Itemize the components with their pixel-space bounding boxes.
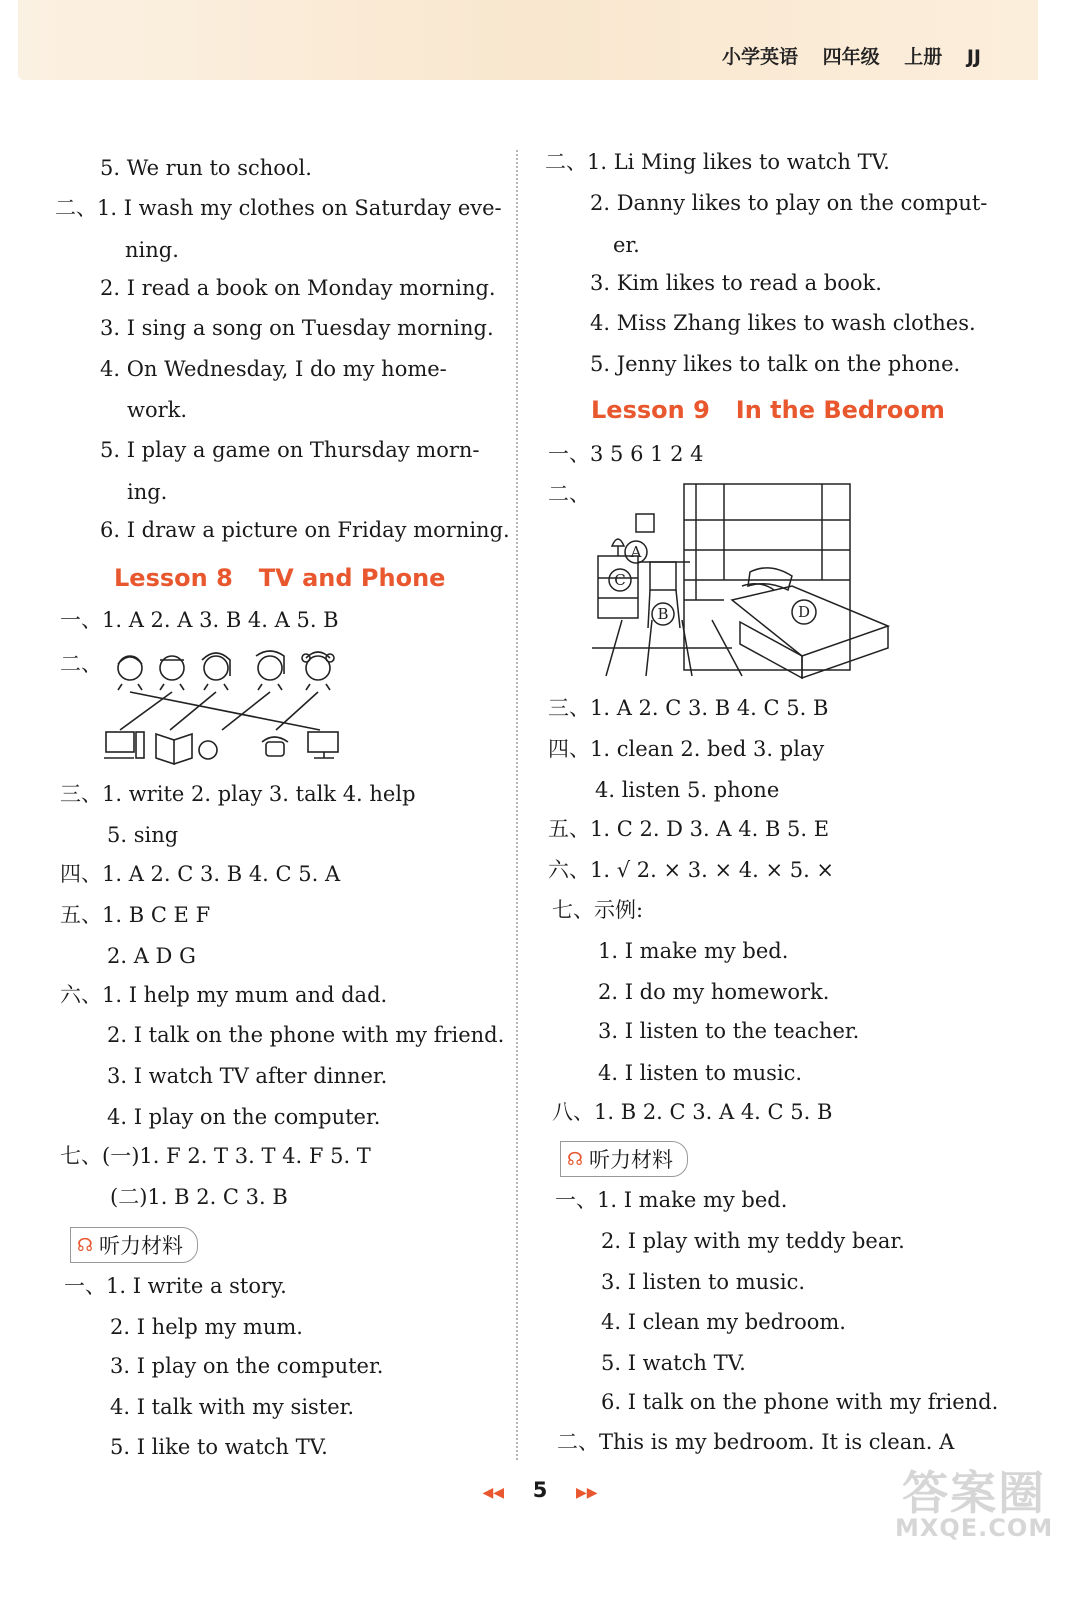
- answer-line: 4. listen 5. phone: [595, 778, 780, 802]
- answer-line: 四、1. A 2. C 3. B 4. C 5. A: [60, 862, 341, 886]
- answer-line: 1. I make my bed.: [598, 939, 789, 963]
- watermark: [895, 1466, 1054, 1542]
- person-face-icon: [202, 653, 230, 690]
- person-face-icon: [256, 651, 284, 690]
- answer-line: 七、(一)1. F 2. T 3. T 4. F 5. T: [60, 1144, 371, 1168]
- answer-line: (二)1. B 2. C 3. B: [110, 1185, 288, 1209]
- answer-line: 八、1. B 2. C 3. A 4. C 5. B: [552, 1100, 833, 1124]
- lesson-title: TV and Phone: [258, 564, 446, 592]
- picture-label: D: [797, 603, 811, 621]
- answer-line: 五、1. C 2. D 3. A 4. B 5. E: [548, 817, 830, 841]
- answer-line: 二、1. Li Ming likes to watch TV.: [545, 150, 890, 174]
- floor-lines: [592, 620, 742, 676]
- lesson-number: Lesson 9: [591, 396, 710, 424]
- answer-line: ning.: [125, 238, 179, 262]
- person-face-icon: [118, 656, 142, 690]
- lesson-title: In the Bedroom: [735, 396, 945, 424]
- answer-line: 3. Kim likes to read a book.: [590, 271, 882, 295]
- match-line: [276, 692, 318, 730]
- answer-line: 6. I draw a picture on Friday morning.: [100, 518, 510, 542]
- headphones-icon: ☊: [77, 1234, 93, 1256]
- answer-line: 4. Miss Zhang likes to wash clothes.: [590, 311, 976, 335]
- answer-line: 4. On Wednesday, I do my home-: [100, 357, 447, 381]
- answer-line: 5. sing: [107, 823, 179, 847]
- book-on-shelf: [636, 514, 654, 532]
- answer-line: 3. I sing a song on Tuesday morning.: [100, 316, 494, 340]
- answer-line: 2. I read a book on Monday morning.: [100, 276, 496, 300]
- answer-line: 3. I listen to the teacher.: [598, 1019, 860, 1043]
- answer-line: 5. Jenny likes to talk on the phone.: [590, 352, 961, 376]
- answer-line: 4. I listen to music.: [598, 1061, 803, 1085]
- picture-label: B: [657, 605, 669, 623]
- answer-line: 四、1. clean 2. bed 3. play: [548, 737, 825, 761]
- column-divider: [516, 150, 518, 1460]
- answer-line: 2. I help my mum.: [110, 1315, 303, 1339]
- answer-line: 3. I listen to music.: [601, 1270, 806, 1294]
- headphones-icon: ☊: [567, 1148, 583, 1170]
- answer-line: 二、1. I wash my clothes on Saturday eve-: [55, 196, 502, 220]
- listening-material-tag: [560, 1141, 688, 1177]
- picture-label: C: [614, 571, 626, 589]
- answer-line: 五、1. B C E F: [60, 903, 211, 927]
- person-face-icon: [160, 656, 184, 690]
- answer-line: 6. I talk on the phone with my friend.: [601, 1390, 999, 1414]
- tag-label: 听力材料: [589, 1148, 673, 1172]
- answer-line: 三、1. A 2. C 3. B 4. C 5. B: [548, 696, 829, 720]
- person-face-icon: [302, 652, 334, 690]
- answer-line: 5. I watch TV.: [601, 1351, 746, 1375]
- answer-line: 七、示例:: [552, 898, 644, 922]
- listening-material-tag: [70, 1227, 198, 1263]
- bedroom-illustration: [592, 480, 892, 680]
- answer-line: 三、1. write 2. play 3. talk 4. help: [60, 782, 416, 806]
- watermark-logo: 答案圈: [902, 1466, 1047, 1520]
- telephone-icon: [262, 737, 288, 756]
- match-line: [170, 692, 216, 730]
- computer-icon: [104, 732, 144, 758]
- edition-label: JJ: [966, 46, 981, 68]
- lesson-number: Lesson 8: [114, 564, 233, 592]
- answer-line: 2. A D G: [107, 944, 196, 968]
- answer-line: 3. I watch TV after dinner.: [107, 1064, 388, 1088]
- match-line: [222, 692, 270, 730]
- answer-line: ing.: [127, 480, 168, 504]
- watermark-url: MXQE.COM: [895, 1514, 1054, 1542]
- picture-label: A: [630, 543, 642, 561]
- matching-illustration: [100, 646, 350, 770]
- subject-label: 小学英语: [721, 46, 798, 68]
- next-arrow-icon: ▶▶: [576, 1485, 598, 1501]
- match-line: [120, 692, 172, 730]
- answer-line: 一、1. A 2. A 3. B 4. A 5. B: [60, 608, 339, 632]
- answer-line: 六、1. √ 2. × 3. × 4. × 5. ×: [548, 858, 835, 882]
- answer-line: 二、This is my bedroom. It is clean. A: [557, 1430, 955, 1454]
- answer-line: 六、1. I help my mum and dad.: [60, 983, 388, 1007]
- wardrobe-shelves: [684, 484, 850, 670]
- answer-line: 2. I play with my teddy bear.: [601, 1229, 905, 1253]
- match-line: [130, 692, 320, 730]
- book-icon: [156, 734, 217, 764]
- volume-label: 上册: [904, 46, 943, 68]
- answer-line: 一、1. I write a story.: [64, 1274, 287, 1298]
- answer-line: 5. I like to watch TV.: [110, 1435, 328, 1459]
- answer-line: 4. I talk with my sister.: [110, 1395, 355, 1419]
- answer-line: 5. I play a game on Thursday morn-: [100, 438, 480, 462]
- answer-line: 4. I play on the computer.: [107, 1105, 381, 1129]
- answer-line: 2. I do my homework.: [598, 980, 830, 1004]
- page-footer: [460, 1478, 620, 1502]
- section-label: 二、: [548, 482, 590, 506]
- grade-label: 四年级: [822, 46, 880, 68]
- answer-line: 5. We run to school.: [100, 156, 312, 180]
- tv-icon: [308, 732, 338, 758]
- answer-line: 一、1. I make my bed.: [555, 1188, 788, 1212]
- answer-line: 3. I play on the computer.: [110, 1354, 384, 1378]
- section-label: 二、: [60, 652, 102, 676]
- lesson-9-heading: [591, 396, 945, 424]
- lesson-8-heading: [114, 564, 445, 592]
- page-number: 5: [532, 1478, 548, 1502]
- answer-line: 2. Danny likes to play on the comput-: [590, 191, 988, 215]
- answer-line: 一、3 5 6 1 2 4: [548, 442, 704, 466]
- answer-line: er.: [613, 233, 640, 257]
- prev-arrow-icon: ◀◀: [482, 1485, 504, 1501]
- answer-line: work.: [127, 398, 188, 422]
- lamp: [612, 539, 624, 556]
- answer-line: 2. I talk on the phone with my friend.: [107, 1023, 505, 1047]
- book-header: [704, 42, 981, 69]
- tag-label: 听力材料: [99, 1234, 183, 1258]
- answer-line: 4. I clean my bedroom.: [601, 1310, 846, 1334]
